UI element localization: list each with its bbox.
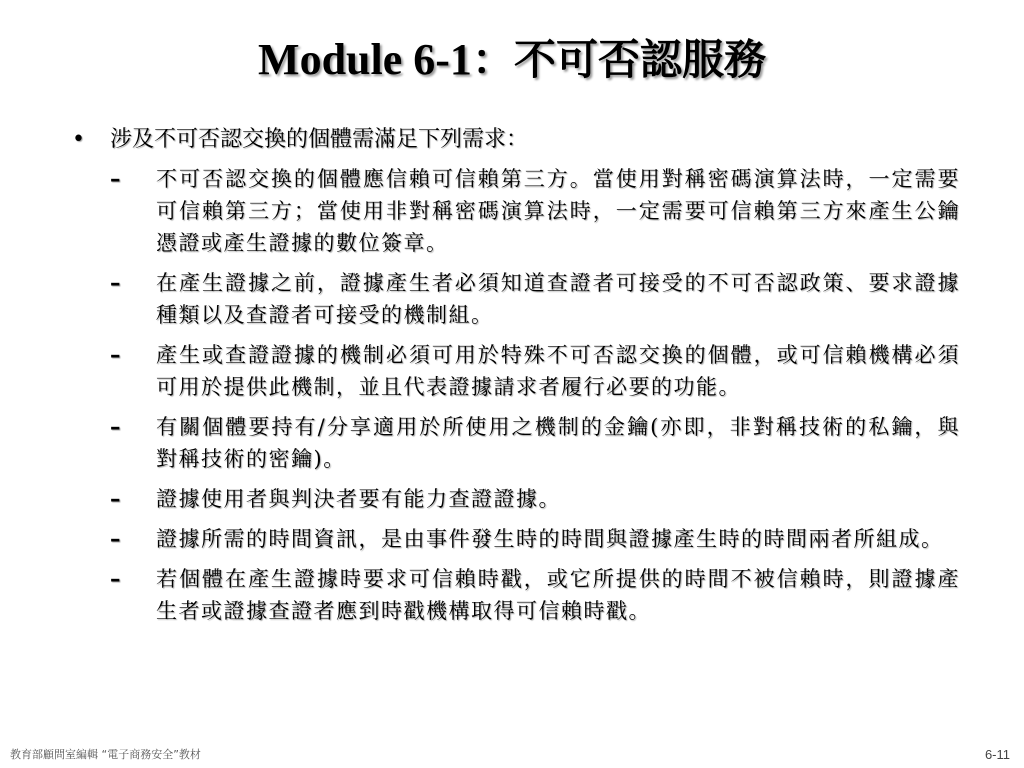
dash-marker: – xyxy=(110,343,121,367)
list-item xyxy=(110,163,960,259)
list-item-text: 若個體在產生證據時要求可信賴時戳，或它所提供的時間不被信賴時，則證據產生者或證據查證者應到時戳機構取得可信賴時戳。 xyxy=(156,567,960,623)
list-item xyxy=(110,483,960,515)
dash-marker: – xyxy=(110,567,121,591)
dash-marker: – xyxy=(110,167,121,191)
list-item-text: 不可否認交換的個體應信賴可信賴第三方。當使用對稱密碼演算法時，一定需要可信賴第三方；當使用非對稱密碼演算法時，一定需要可信賴第三方來產生公鑰憑證或產生證據的數位簽章。 xyxy=(156,167,960,255)
slide-title-latin: Module 6-1 xyxy=(258,35,472,84)
list-item xyxy=(110,339,960,403)
list-item xyxy=(110,411,960,475)
list-item xyxy=(110,267,960,331)
list-item-text: 證據使用者與判決者要有能力查證證據。 xyxy=(156,487,561,511)
main-bullet-text: 涉及不可否認交換的個體需滿足下列需求： xyxy=(110,127,529,152)
slide-title-cjk: ：不可否認服務 xyxy=(471,35,766,84)
list-item-text: 有關個體要持有/分享適用於所使用之機制的金鑰(亦即，非對稱技術的私鑰，與對稱技術的密鑰)。 xyxy=(156,415,960,471)
dash-marker: – xyxy=(110,527,121,551)
page-number: 6-11 xyxy=(984,747,1010,762)
dash-marker: – xyxy=(110,415,121,439)
list-item xyxy=(110,563,960,627)
footer-source: 教育部顧問室編輯 “電子商務安全”教材 xyxy=(10,748,201,761)
dash-marker: – xyxy=(110,487,121,511)
slide-title xyxy=(0,30,1024,90)
dash-marker: – xyxy=(110,271,121,295)
slide-content xyxy=(70,123,960,635)
list-item-text: 證據所需的時間資訊，是由事件發生時的時間與證據產生時的時間兩者所組成。 xyxy=(156,527,944,551)
requirement-list xyxy=(70,163,960,627)
main-bullet xyxy=(70,123,960,157)
bullet-marker: • xyxy=(72,127,85,152)
list-item xyxy=(110,523,960,555)
list-item-text: 產生或查證證據的機制必須可用於特殊不可否認交換的個體，或可信賴機構必須可用於提供此機制，並且代表證據請求者履行必要的功能。 xyxy=(156,343,960,399)
list-item-text: 在產生證據之前，證據產生者必須知道查證者可接受的不可否認政策、要求證據種類以及查證者可接受的機制組。 xyxy=(156,271,960,327)
